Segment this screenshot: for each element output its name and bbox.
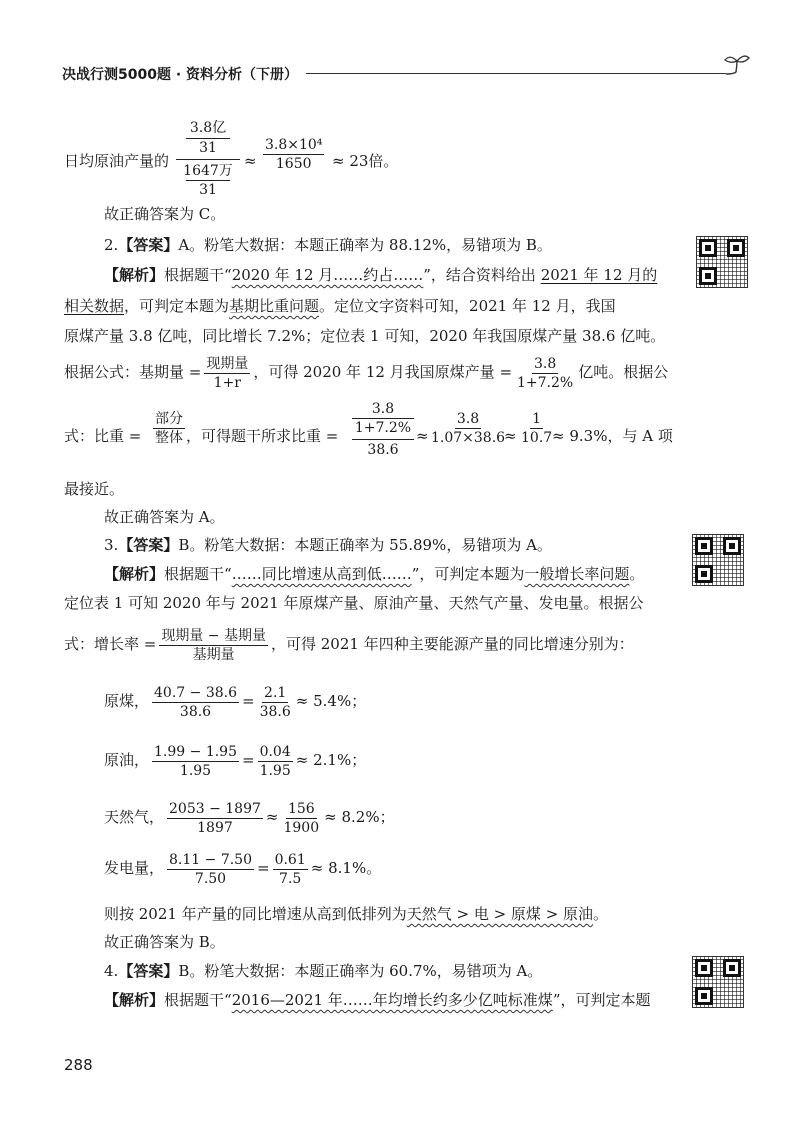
- q2-analysis-line3: 原煤产量 3.8 亿吨，同比增长 7.2%；定位表 1 可知，2020 年我国原煤产量 38.6 亿吨。: [64, 327, 666, 345]
- q2-conclusion: 故正确答案为 A。: [104, 508, 225, 526]
- q3-analysis-line1: 【解析】根据题干“……同比增速从高到低……”，可判定本题为一般增长率问题。: [104, 565, 645, 583]
- q3-growth-row: 发电量， $\frac{8.11 - 7.50}{7.50}$ = $\frac{0.61}{7.5}$ ≈ 8.1%。: [104, 851, 382, 887]
- q2-analysis-line4: 根据公式：基期量 = $\frac{\text{现期量}}{1+r}$ ，可得 2020 年 12 月我国原煤产量 = $\frac{3.8}{1+7.2\%}$ 亿吨。根据公: [64, 355, 669, 391]
- q1-denominator-top: 1647万: [183, 163, 233, 179]
- q3-order-line: 则按 2021 年产量的同比增速从高到低排列为天然气 > 电 > 原煤 > 原油。: [104, 905, 609, 923]
- qr-code[interactable]: [696, 236, 748, 288]
- leaf-sprout-icon: [722, 52, 752, 82]
- qr-code[interactable]: [692, 956, 744, 1008]
- q1-conclusion: 故正确答案为 C。: [104, 205, 226, 223]
- q2-answer-line: 2.【答案】A。粉笔大数据：本题正确率为 88.12%，易错项为 B。: [104, 236, 552, 254]
- q4-analysis-line1: 【解析】根据题干“2016—2021 年……年均增长约多少亿吨标准煤”，可判定本题: [104, 991, 651, 1009]
- qr-code[interactable]: [692, 534, 744, 586]
- q3-analysis-line2: 定位表 1 可知 2020 年与 2021 年原煤产量、原油产量、天然气产量、发电量。根据公: [64, 594, 644, 612]
- q2-analysis-line2: 相关数据，可判定本题为基期比重问题。定位文字资料可知，2021 年 12 月，我国: [64, 297, 616, 315]
- header-rule: [306, 73, 726, 74]
- running-header-title: 决战行测5000题 · 资料分析（下册）: [62, 67, 299, 83]
- q3-growth-row: 天然气， $\frac{2053 - 1897}{1897}$ ≈ $\frac{156}{1900}$ ≈ 8.2%；: [104, 800, 395, 836]
- q3-answer-line: 3.【答案】B。粉笔大数据：本题正确率为 55.89%，易错项为 A。: [104, 536, 552, 554]
- q2-analysis-line1: 【解析】根据题干“2020 年 12 月……约占……”，结合资料给出 2021 年 12 月的: [104, 266, 658, 284]
- q3-growth-row: 原油， $\frac{1.99 - 1.95}{1.95}$ = $\frac{0.04}{1.95}$ ≈ 2.1%；: [104, 743, 367, 779]
- q3-growth-row: 原煤， $\frac{40.7 - 38.6}{38.6}$ = $\frac{2.1}{38.6}$ ≈ 5.4%；: [104, 684, 367, 720]
- page-number: 288: [64, 1056, 93, 1074]
- q3-analysis-line3: 式：增长率 = $\frac{\text{现期量 − 基期量}}{\text{基期量}}$ ，可得 2021 年四种主要能源产量的同比增速分别为：: [64, 627, 634, 663]
- q4-answer-line: 4.【答案】B。粉笔大数据：本题正确率为 60.7%，易错项为 A。: [104, 962, 543, 980]
- q1-numerator-top: 3.8亿: [189, 120, 227, 136]
- q3-conclusion: 故正确答案为 B。: [104, 933, 225, 951]
- q1-numerator-bottom: 31: [186, 138, 230, 157]
- q1-main-bar: [176, 159, 240, 160]
- q1-denominator-bottom: 31: [186, 180, 230, 199]
- q2-analysis-line6: 最接近。: [64, 480, 125, 498]
